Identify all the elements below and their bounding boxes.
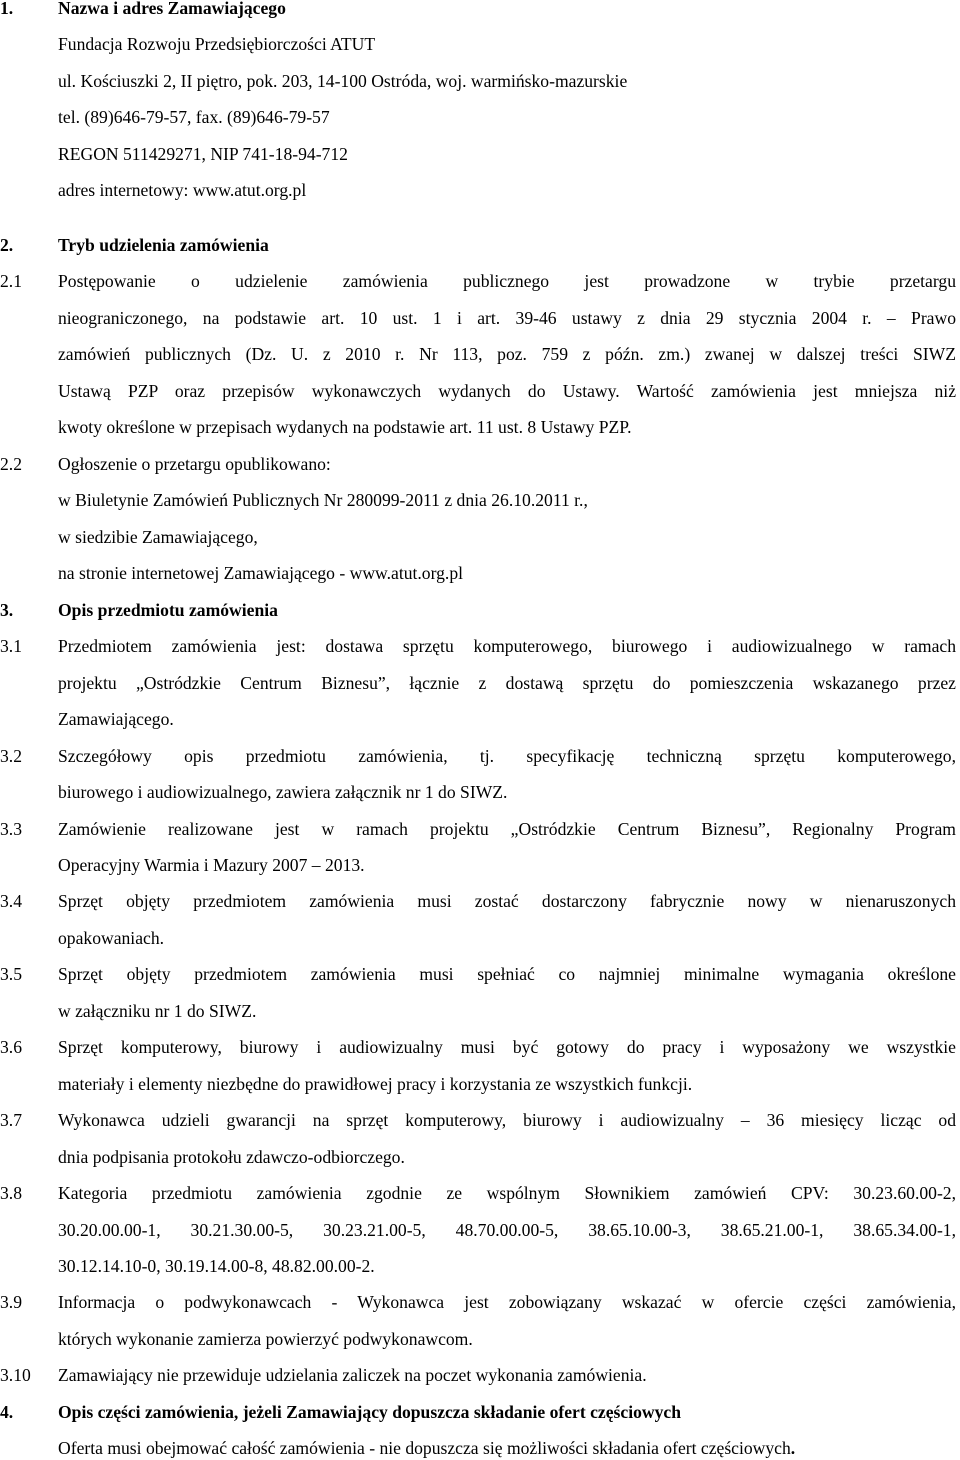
paragraph-number: 3.5: [0, 964, 22, 984]
section-title: Tryb udzielenia zamówienia: [58, 235, 269, 255]
section-number: 2.: [0, 235, 14, 255]
paragraph-number: 3.7: [0, 1110, 22, 1130]
section-number: 4.: [0, 1402, 14, 1422]
section-number: 3.: [0, 600, 14, 620]
paragraph-number: 3.4: [0, 891, 22, 911]
section-number: 1.: [0, 0, 14, 18]
paragraph-number: 2.1: [0, 271, 22, 291]
paragraph-number: 3.3: [0, 819, 22, 839]
paragraph-number: 3.1: [0, 636, 22, 656]
paragraph-number: 3.8: [0, 1183, 22, 1203]
document-page: 1. Nazwa i adres Zamawiającego Fundacja Rozwoju Przedsiębiorczości ATUT ul. Kościuszki 2, II piętro, pok. 203, 14-100 Ostróda, woj. warmińsko-mazurskie tel. (89)646-79-57, fax. (89)646-79-57 REGON 511429271, NIP 741-18-94-712 adres internetowy: www.atut.org.pl 2. Tryb udzielenia zamówienia 2.1 Postępowanie o udzielenie zamówienia publicznego jest prowadzone w trybie przetargu nieograniczonego, na podstawie art. 10 ust. 1 i art. 39-46 ustawy z dnia 29 stycznia 2004 r. – Prawo zamówień publicznych (Dz. U. z 2010 r. Nr 113, poz. 759 z późn. zm.) zwanej w dalszej treści SIWZ Ustawą PZP oraz przepisów wykonawczych wydanych do Ustawy. Wartość zamówienia jest mniejsza niż kwoty określone w przepisach wydanych na podstawie art. 11 ust. 8 Ustawy PZP. 2.2 Ogłoszenie o przetargu opublikowano: w Biuletynie Zamówień Publicznych Nr 280099-2011 z dnia 26.10.2011 r., w siedzibie Zamawiającego, na stronie internetowej Zamawiającego - www.atut.org.pl 3. Opis przedmiotu zamówienia 3.1 Przedmiotem zamówienia jest: dostawa sprzętu komputerowego, biurowego i audiowizualnego w ramach projektu „Ostródzkie Centrum Biznesu”, łącznie z dostawą sprzętu do pomieszczenia wskazanego przez Zamawiającego. 3.2 Szczegółowy opis przedmiotu zamówienia, tj. specyfikację techniczną sprzętu komputerowego, biurowego i audiowizualnego, zawiera załącznik nr 1 do SIWZ. 3.3 Zamówienie realizowane jest w ramach projektu „Ostródzkie Centrum Biznesu”, Regionalny Program Operacyjny Warmia i Mazury 2007 – 2013. 3.4 Sprzęt objęty przedmiotem zamówienia musi zostać dostarczony fabrycznie nowy w nienaruszonych opakowaniach. 3.5 Sprzęt objęty przedmiotem zamówienia musi spełniać co najmniej minimalne wymagania określone w załączniku nr 1 do SIWZ. 3.6 Sprzęt komputerowy, biurowy i audiowizualny musi być gotowy do pracy i wyposażony we wszystkie materiały i elementy niezbędne do prawidłowej pracy i korzystania ze wszystkich funkcji. 3.7 Wykonawca udzieli gwarancji na sprzęt komputerowy, biurowy i audiowizualny – 36 miesięcy licząc od dnia podpisania protokołu zdawczo-odbiorczego. 3.8 Kategoria przedmiotu zamówienia zgodnie ze wspólnym Słownikiem zamówień CPV: 30.23.60.00-2, 30.20.00.00-1, 30.21.30.00-5, 30.23.21.00-5, 48.70.00.00-5, 38.65.10.00-3, 38.65.21.00-1, 38.65.34.00-1, 30.12.14.10-0, 30.19.14.00-8, 48.82.00.00-2. 3.9 Informacja o podwykonawcach - Wykonawca jest zobowiązany wskazać w ofercie części zamówienia, których wykonanie zamierza powierzyć podwykonawcom. 3.10 Zamawiający nie przewiduje udzielania zaliczek na poczet wykonania zamówienia. 4. Opis części zamówienia, jeżeli Zamawiający dopuszcza składanie ofert częściowych Oferta musi obejmować całość zamówienia - nie dopuszcza się możliwości składania ofert częściowych.: [0, 0, 960, 1458]
paragraph-number: 3.9: [0, 1292, 22, 1312]
section-title: Nazwa i adres Zamawiającego: [58, 0, 286, 18]
section-title: Opis przedmiotu zamówienia: [58, 600, 278, 620]
paragraph-number: 2.2: [0, 454, 22, 474]
section-title: Opis części zamówienia, jeżeli Zamawiający dopuszcza składanie ofert częściowych: [58, 1402, 681, 1422]
paragraph-number: 3.10: [0, 1365, 31, 1385]
paragraph-number: 3.2: [0, 746, 22, 766]
paragraph-number: 3.6: [0, 1037, 22, 1057]
